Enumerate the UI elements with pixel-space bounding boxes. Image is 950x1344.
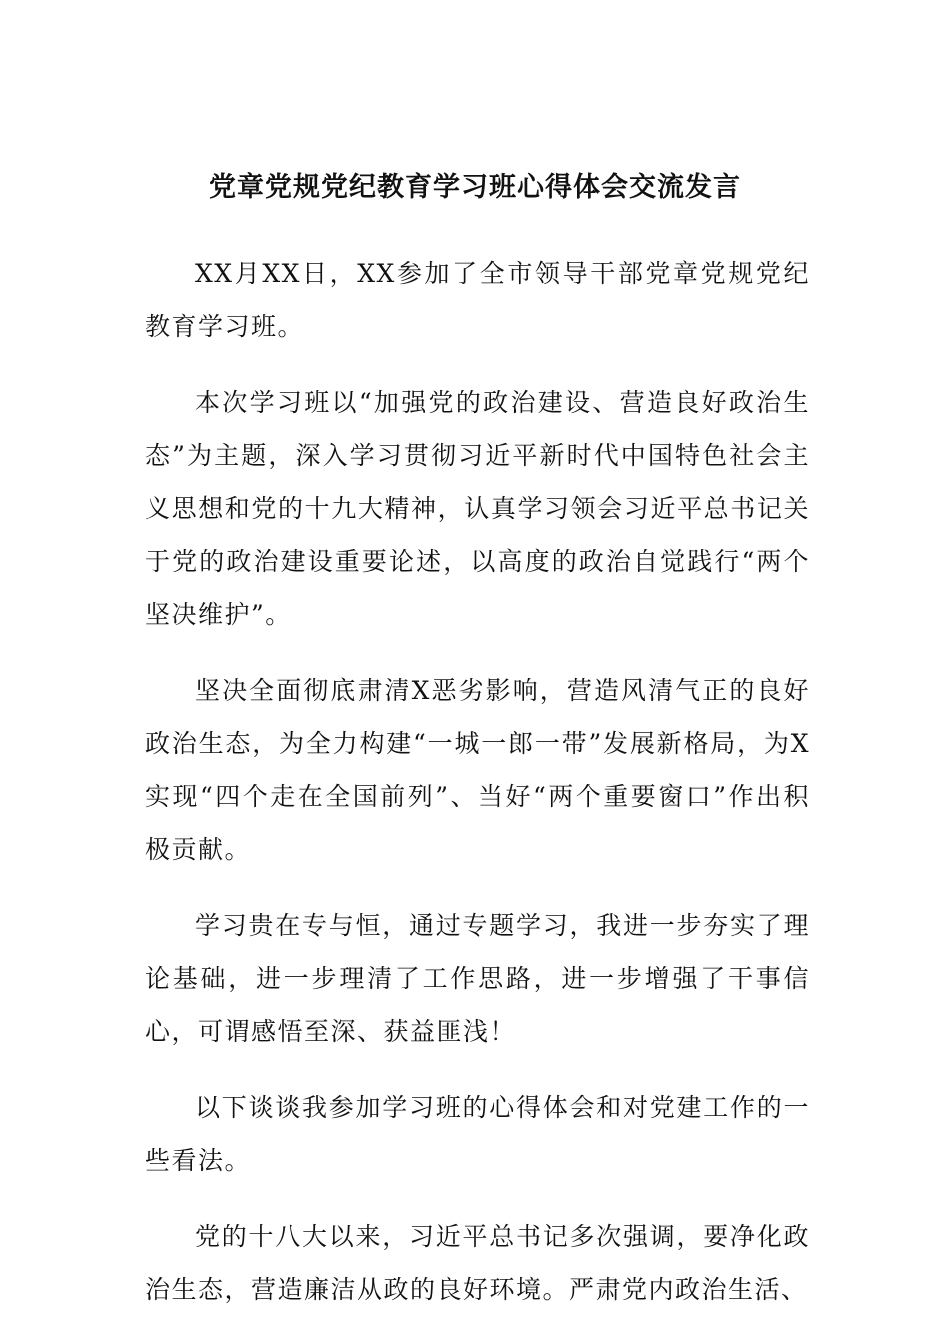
paragraph: 以下谈谈我参加学习班的心得体会和对党建工作的一些看法。: [145, 1093, 810, 1175]
document-title: 党章党规党纪教育学习班心得体会交流发言: [209, 172, 741, 203]
paragraph: 党的十八大以来，习近平总书记多次强调，要净化政治生态，营造廉洁从政的良好环境。严肃党内政治生活、: [145, 1222, 810, 1304]
paragraph: 学习贵在专与恒，通过专题学习，我进一步夯实了理论基础，进一步理清了工作思路，进一步增强了干事信心，可谓感悟至深、获益匪浅！: [145, 911, 810, 1046]
paragraph: 本次学习班以“加强党的政治建设、营造良好政治生态”为主题，深入学习贯彻习近平新时代中国特色社会主义思想和党的十九大精神，认真学习领会习近平总书记关于党的政治建设重要论述，以高度的政治自觉践行“两个坚决维护”。: [145, 388, 810, 629]
paragraph: 坚决全面彻底肃清X恶劣影响，营造风清气正的良好政治生态，为全力构建“一城一郎一带”发展新格局，为X实现“四个走在全国前列”、当好“两个重要窗口”作出积极贡献。: [145, 676, 810, 864]
document-body: [145, 247, 810, 1339]
paragraph: XX月XX日，XX参加了全市领导干部党章党规党纪教育学习班。: [145, 259, 810, 341]
